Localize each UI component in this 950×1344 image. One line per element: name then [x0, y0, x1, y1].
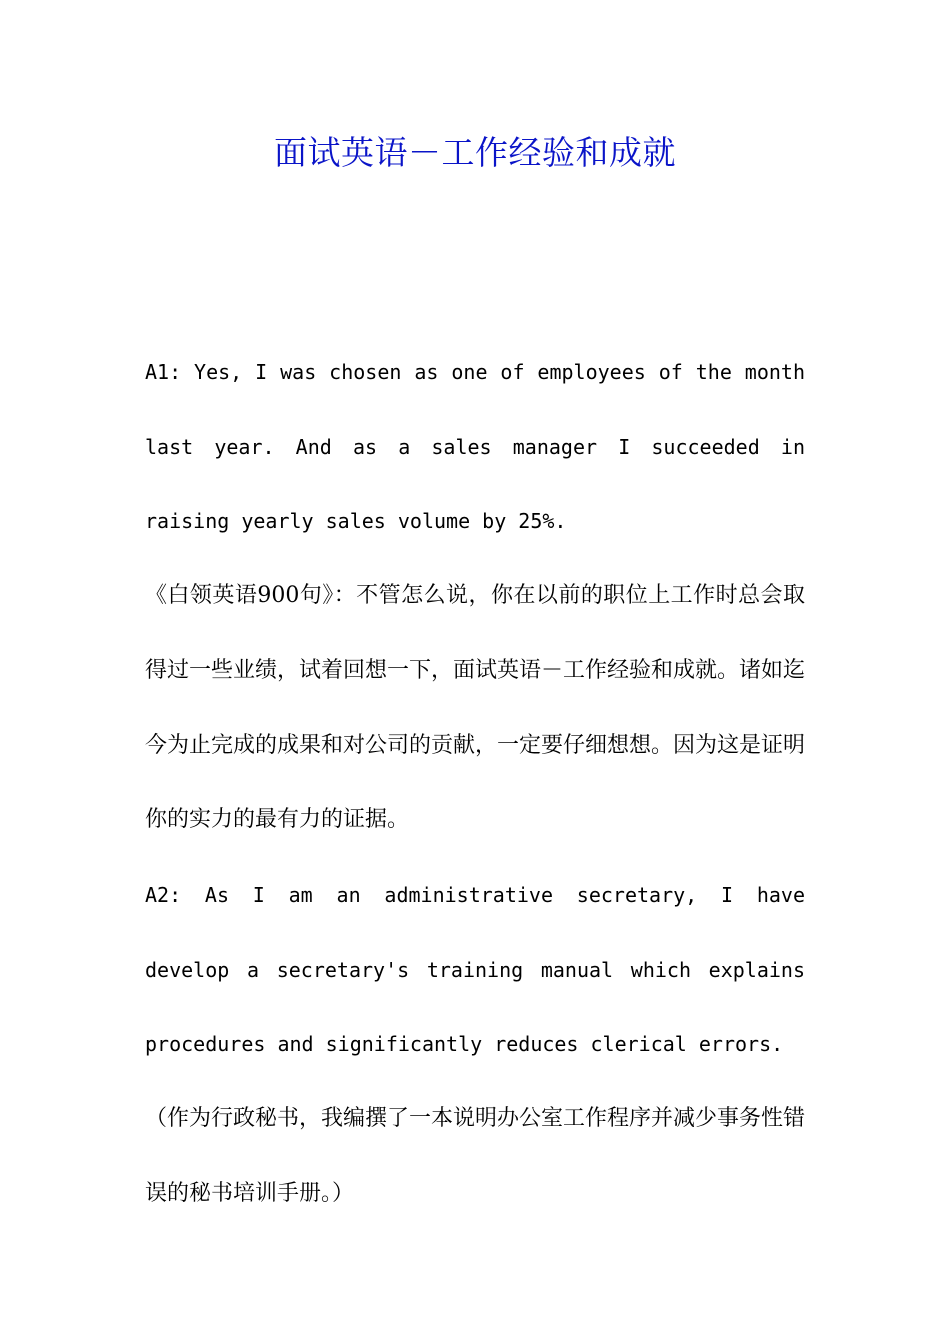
- document-title: 面试英语－工作经验和成就: [274, 133, 676, 172]
- document-body: [145, 335, 805, 1231]
- chinese-translation-paragraph: （作为行政秘书，我编撰了一本说明办公室工作程序并减少事务性错误的秘书培训手册。）: [145, 1106, 806, 1206]
- chinese-commentary-paragraph: 《白领英语900句》：不管怎么说，你在以前的职位上工作时总会取得过一些业绩，试着回想一下，面试英语－工作经验和成就。诸如迄今为止完成的成果和对公司的贡献，一定要仔细想想。因为这是证明你的实力的最有力的证据。: [145, 583, 806, 833]
- answer-paragraph-a1: A1: Yes, I was chosen as one of employees of the month last year. And as a sales manager I succeeded in raising yearly sales volume by 25%.: [145, 360, 805, 534]
- answer-paragraph-a2: A2: As I am an administrative secretary, I have develop a secretary's training manual which explains procedures and significantly reduces clerical errors.: [145, 882, 805, 1057]
